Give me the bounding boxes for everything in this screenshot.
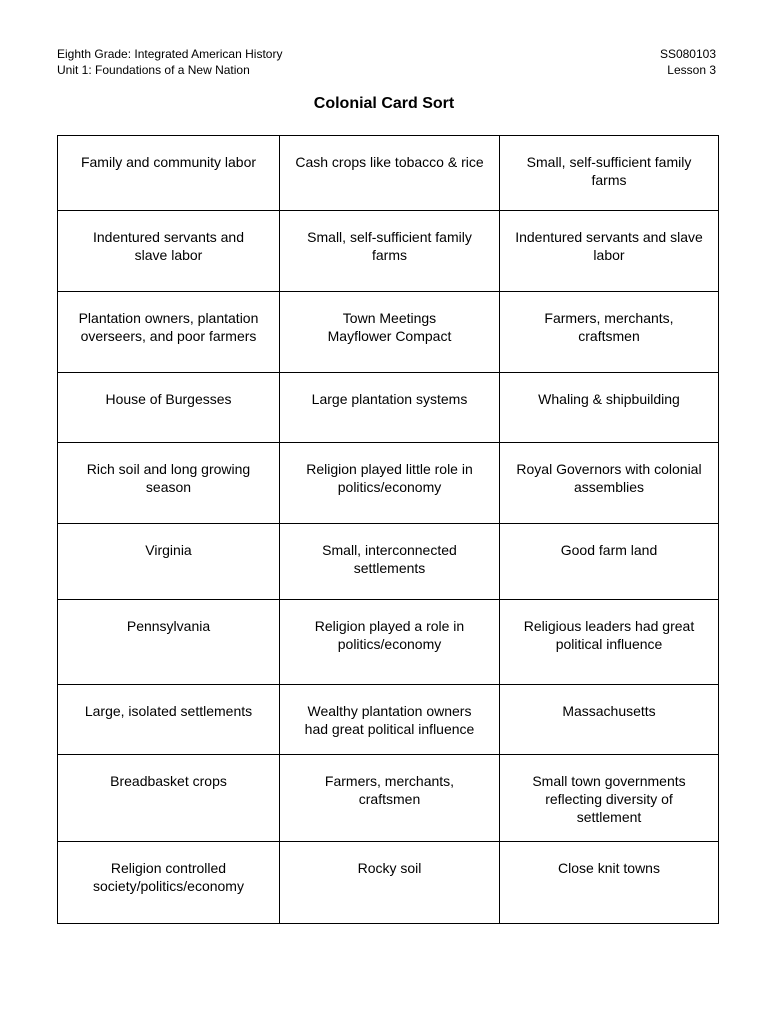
card-cell (58, 136, 280, 211)
card-text-line: Small, interconnected (322, 542, 457, 558)
card-cell (500, 842, 719, 924)
card-text-line: settlements (353, 560, 426, 576)
card-text-line: farms (372, 247, 407, 263)
card-cell (58, 292, 280, 373)
card-text-line: Farmers, merchants, (324, 773, 455, 789)
card-text-line: farms (591, 172, 627, 188)
card-text-line: Rocky soil (357, 860, 422, 876)
card-text-line: political influence (555, 636, 663, 652)
table-row (58, 443, 719, 524)
card-text-line: slave labor (134, 247, 203, 263)
unit-name: Unit 1: Foundations of a New Nation (57, 63, 250, 77)
card-cell (280, 292, 500, 373)
card-text-line: Good farm land (560, 542, 658, 558)
card-text-line: assemblies (573, 479, 645, 495)
card-cell (280, 443, 500, 524)
card-cell (500, 373, 719, 443)
table-row (58, 211, 719, 292)
header-left (57, 46, 282, 78)
card-text-line: craftsmen (358, 791, 421, 807)
card-cell (500, 600, 719, 685)
card-sort-table (57, 135, 719, 924)
card-text-line: Virginia (145, 542, 192, 558)
card-text-line: Wealthy plantation owners (307, 703, 472, 719)
card-text-line: House of Burgesses (105, 391, 232, 407)
card-cell (280, 685, 500, 755)
card-text-line: Breadbasket crops (110, 773, 227, 789)
card-text-line: Family and community labor (80, 154, 257, 170)
card-cell (500, 136, 719, 211)
card-text-line: Mayflower Compact (327, 328, 452, 344)
table-row (58, 842, 719, 924)
card-text-line: Small, self-sufficient family (526, 154, 692, 170)
card-cell (58, 600, 280, 685)
card-text-line: overseers, and poor farmers (80, 328, 257, 344)
table-row (58, 292, 719, 373)
card-cell (500, 524, 719, 600)
table-row (58, 524, 719, 600)
table-row (58, 600, 719, 685)
card-cell (280, 755, 500, 842)
card-cell (500, 211, 719, 292)
card-text-line: Large, isolated settlements (84, 703, 253, 719)
card-text-line: Indentured servants and slave (515, 229, 703, 245)
card-text-line: Plantation owners, plantation (78, 310, 259, 326)
card-text-line: Royal Governors with colonial (516, 461, 702, 477)
table-row (58, 755, 719, 842)
card-cell (58, 443, 280, 524)
card-text-line: Religious leaders had great (523, 618, 695, 634)
card-text-line: Small, self-sufficient family (307, 229, 472, 245)
table-row (58, 373, 719, 443)
lesson-number: Lesson 3 (667, 63, 716, 77)
card-text-line: Rich soil and long growing (86, 461, 251, 477)
card-text-line: craftsmen (578, 328, 640, 344)
table-row (58, 136, 719, 211)
card-cell (58, 211, 280, 292)
card-text-line: Large plantation systems (311, 391, 468, 407)
card-cell (500, 292, 719, 373)
card-text-line: Indentured servants and (93, 229, 244, 245)
card-cell (500, 685, 719, 755)
card-text-line: society/politics/economy (93, 878, 244, 894)
page-title: Colonial Card Sort (313, 95, 455, 112)
card-text-line: Religion played little role in (306, 461, 473, 477)
card-cell (58, 842, 280, 924)
card-cell (280, 211, 500, 292)
card-text-line: reflecting diversity of (545, 791, 673, 807)
card-text-line: Close knit towns (558, 860, 660, 876)
card-text-line: politics/economy (337, 636, 442, 652)
card-text-line: Town Meetings (342, 310, 437, 326)
card-cell (280, 842, 500, 924)
card-cell (58, 524, 280, 600)
card-cell (58, 373, 280, 443)
card-text-line: Small town governments (532, 773, 686, 789)
card-text-line: labor (593, 247, 625, 263)
card-text-line: Farmers, merchants, (544, 310, 674, 326)
card-text-line: season (145, 479, 192, 495)
card-cell (280, 524, 500, 600)
card-text-line: Religion controlled (110, 860, 227, 876)
card-text-line: settlement (576, 809, 642, 825)
card-text-line: politics/economy (337, 479, 442, 495)
card-cell (500, 443, 719, 524)
card-cell (280, 136, 500, 211)
card-text-line: Massachusetts (562, 703, 656, 719)
card-cell (58, 685, 280, 755)
card-text-line: Religion played a role in (314, 618, 465, 634)
card-cell (500, 755, 719, 842)
card-text-line: had great political influence (304, 721, 475, 737)
course-code: SS080103 (659, 47, 716, 61)
card-cell (280, 600, 500, 685)
table-row (58, 685, 719, 755)
course-name: Eighth Grade: Integrated American History (57, 47, 283, 61)
card-cell (280, 373, 500, 443)
card-text-line: Whaling & shipbuilding (538, 391, 680, 407)
card-text-line: Cash crops like tobacco & rice (295, 154, 484, 170)
header-right (660, 46, 716, 78)
card-cell (58, 755, 280, 842)
card-text-line: Pennsylvania (126, 618, 211, 634)
